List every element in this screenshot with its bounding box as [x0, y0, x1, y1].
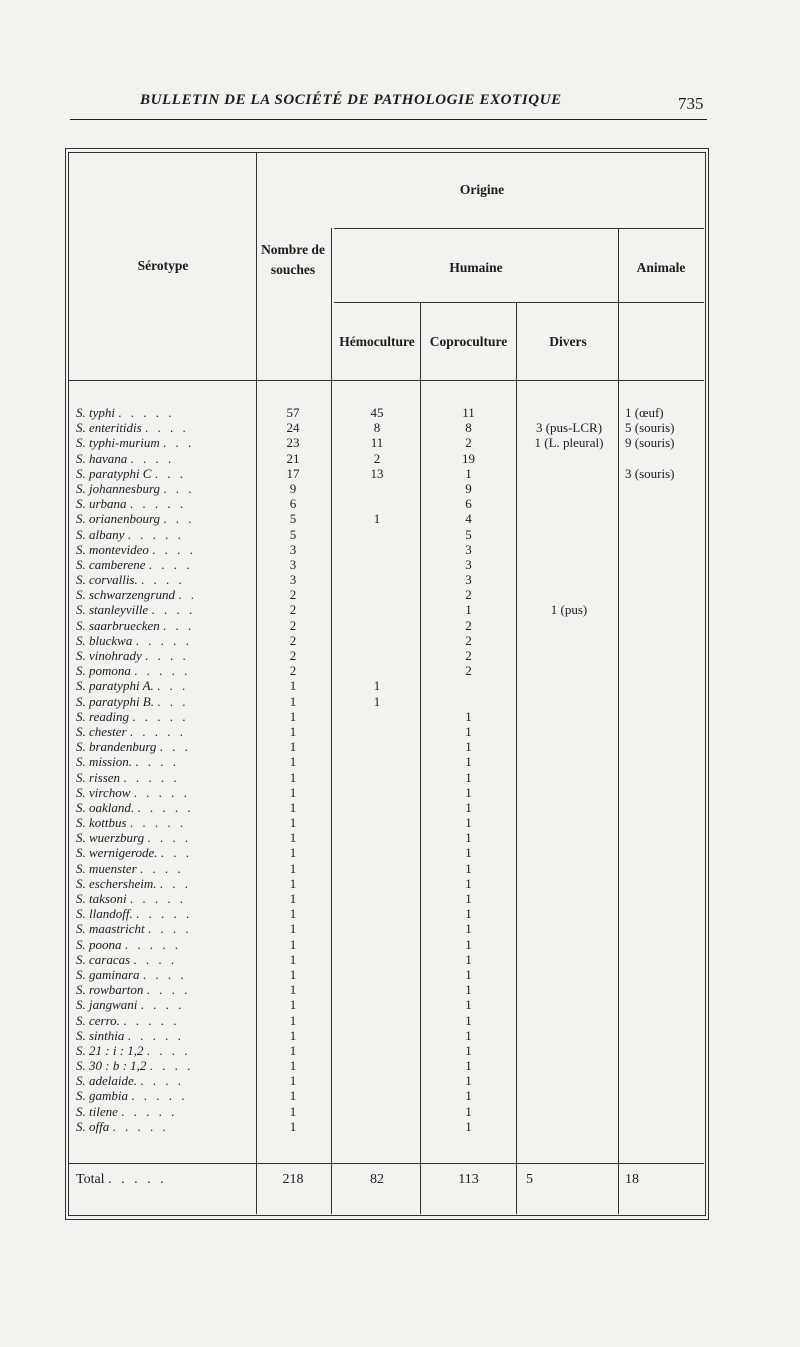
- serotype-cell: S. sinthia . . . . .: [76, 1027, 184, 1043]
- table-row: [72, 572, 704, 587]
- header-origine: Origine: [459, 182, 505, 197]
- total-animale: 18: [625, 1172, 639, 1187]
- serotype-cell: S. camberene . . . .: [76, 556, 193, 572]
- table-row: [72, 906, 704, 921]
- coproculture-cell: 6: [465, 496, 472, 512]
- coproculture-cell: 1: [465, 860, 472, 876]
- table-body: [72, 405, 704, 1134]
- coproculture-cell: 1: [465, 784, 472, 800]
- table-row: [72, 770, 704, 785]
- serotype-cell: S. taksoni . . . . .: [76, 891, 187, 906]
- serotype-cell: S. albany . . . . .: [76, 526, 184, 542]
- nombre-cell: 2: [289, 632, 297, 648]
- nombre-cell: 2: [289, 602, 297, 618]
- coproculture-cell: 1: [465, 754, 472, 770]
- coproculture-cell: 2: [465, 435, 472, 451]
- coproculture-cell: 1: [465, 830, 472, 846]
- serotype-cell: S. virchow . . . . .: [76, 784, 190, 800]
- table-row: [72, 1073, 704, 1088]
- coproculture-cell: 19: [462, 450, 475, 466]
- header-hemoculture: Hémoculture: [339, 334, 415, 349]
- table-row: [72, 739, 704, 754]
- table-row: [72, 997, 704, 1012]
- table-row: [72, 830, 704, 845]
- serotype-cell: S. oakland. . . . . .: [76, 799, 194, 815]
- serotype-cell: S. mission. . . . .: [76, 754, 179, 770]
- nombre-cell: 1: [289, 951, 297, 967]
- serotype-cell: S. reading . . . . .: [76, 708, 189, 724]
- coproculture-cell: 8: [465, 420, 472, 436]
- table-row: [72, 542, 704, 557]
- nombre-cell: 1: [289, 1042, 297, 1058]
- serotype-cell: S. 21 : i : 1,2 . . . .: [76, 1042, 191, 1058]
- nombre-cell: 1: [289, 1103, 297, 1119]
- coproculture-cell: 1: [465, 982, 472, 998]
- table-row: [72, 678, 704, 693]
- table-row: [72, 1088, 704, 1103]
- coproculture-cell: 1: [465, 1058, 472, 1074]
- rule-under-origine: [334, 228, 704, 229]
- coproculture-cell: 2: [465, 617, 472, 633]
- coproculture-cell: 9: [465, 480, 472, 496]
- table-row: [72, 861, 704, 876]
- nombre-cell: 1: [289, 860, 297, 876]
- serotype-cell: S. tilene . . . . .: [76, 1103, 178, 1119]
- table-row: [72, 845, 704, 860]
- nombre-cell: 1: [289, 723, 297, 739]
- serotype-cell: S. vinohrady . . . .: [76, 648, 189, 663]
- nombre-cell: 1: [289, 845, 297, 861]
- serotype-cell: S. llandoff. . . . . .: [76, 906, 193, 922]
- coproculture-cell: 1: [465, 739, 472, 755]
- table-row: [72, 587, 704, 602]
- nombre-cell: 1: [289, 708, 297, 724]
- rule-above-total: [68, 1163, 704, 1164]
- header-divers: Divers: [549, 334, 587, 349]
- nombre-cell: 3: [289, 572, 297, 588]
- nombre-cell: 5: [289, 526, 297, 542]
- coproculture-cell: 3: [465, 541, 472, 557]
- coproculture-cell: 2: [465, 587, 472, 603]
- coproculture-cell: 1: [465, 936, 472, 952]
- coproculture-cell: 1: [465, 708, 472, 724]
- hemoculture-cell: 13: [370, 465, 384, 481]
- table-row: [72, 648, 704, 663]
- serotype-cell: S. havana . . . .: [76, 450, 175, 466]
- hemoculture-cell: 1: [373, 678, 381, 694]
- coproculture-cell: 1: [465, 966, 472, 982]
- table-row: [72, 709, 704, 724]
- nombre-cell: 23: [286, 435, 300, 451]
- coproculture-cell: 11: [462, 405, 475, 420]
- coproculture-cell: 1: [465, 891, 472, 906]
- table-row: [72, 815, 704, 830]
- coproculture-cell: 1: [465, 951, 472, 967]
- coproculture-cell: 5: [465, 526, 472, 542]
- animale-cell: 5 (souris): [625, 420, 675, 436]
- serotype-cell: S. pomona . . . . .: [76, 663, 191, 679]
- nombre-cell: 6: [289, 496, 297, 512]
- serotype-cell: S. brandenburg . . .: [76, 739, 191, 755]
- serotype-cell: S. chester . . . . .: [76, 723, 187, 739]
- serotype-cell: S. 30 : b : 1,2 . . . .: [76, 1058, 194, 1074]
- nombre-cell: 1: [289, 1118, 297, 1134]
- serotype-cell: S. typhi . . . . .: [76, 405, 175, 420]
- table-row: [72, 1043, 704, 1058]
- serotype-cell: S. johannesburg . . .: [76, 480, 195, 496]
- table-row: [72, 1013, 704, 1028]
- coproculture-cell: 2: [465, 648, 472, 663]
- coproculture-cell: 4: [465, 511, 472, 527]
- table-row: [72, 967, 704, 982]
- divers-cell: 3 (pus-LCR): [535, 420, 603, 436]
- animale-cell: 1 (œuf): [625, 405, 664, 420]
- table-row: [72, 1104, 704, 1119]
- serotype-cell: S. urbana . . . . .: [76, 496, 187, 512]
- serotype-cell: S. wernigerode. . . .: [76, 845, 192, 861]
- nombre-cell: 1: [289, 815, 297, 831]
- coproculture-cell: 2: [465, 632, 472, 648]
- total-nombre: 218: [282, 1172, 304, 1187]
- total-label: Total . . . . .: [76, 1172, 167, 1187]
- serotype-cell: S. schwarzengrund . .: [76, 587, 197, 603]
- nombre-cell: 2: [289, 617, 297, 633]
- nombre-cell: 1: [289, 784, 297, 800]
- coproculture-cell: 3: [465, 572, 472, 588]
- table-row: [72, 602, 704, 617]
- hemoculture-cell: 1: [373, 693, 381, 709]
- total-coproculture: 113: [458, 1172, 479, 1187]
- coproculture-cell: 1: [465, 723, 472, 739]
- coproculture-cell: 1: [465, 1103, 472, 1119]
- serotype-cell: S. paratyphi A. . . .: [76, 678, 189, 694]
- serotype-cell: S. corvallis. . . . .: [76, 572, 185, 588]
- serotype-cell: S. rissen . . . . .: [76, 769, 180, 785]
- coproculture-cell: 1: [465, 1118, 472, 1134]
- animale-cell: 3 (souris): [625, 465, 675, 481]
- coproculture-cell: 1: [465, 997, 472, 1013]
- nombre-cell: 21: [286, 450, 300, 466]
- nombre-cell: 1: [289, 875, 297, 891]
- nombre-cell: 1: [289, 678, 297, 694]
- serotype-cell: S. saarbruecken . . .: [76, 617, 195, 633]
- nombre-cell: 2: [289, 648, 297, 663]
- serotype-cell: S. orianenbourg . . .: [76, 511, 195, 527]
- coproculture-cell: 2: [465, 663, 472, 679]
- rule-under-header: [68, 380, 704, 381]
- table-row: [72, 937, 704, 952]
- serotype-cell: S. kottbus . . . . .: [76, 815, 187, 831]
- nombre-cell: 1: [289, 769, 297, 785]
- rule-under-humaine: [334, 302, 704, 303]
- nombre-cell: 1: [289, 754, 297, 770]
- serotype-cell: S. caracas . . . .: [76, 951, 178, 967]
- nombre-cell: 1: [289, 1073, 297, 1089]
- table-row: [72, 1058, 704, 1073]
- nombre-cell: 3: [289, 556, 297, 572]
- nombre-cell: 1: [289, 906, 297, 922]
- table-row: [72, 527, 704, 542]
- hemoculture-cell: 2: [373, 450, 381, 466]
- serotype-cell: S. muenster . . . .: [76, 860, 184, 876]
- nombre-cell: 24: [286, 420, 300, 436]
- coproculture-cell: 3: [465, 556, 472, 572]
- table-row: [72, 1119, 704, 1134]
- header-humaine: Humaine: [449, 260, 503, 275]
- serotype-cell: S. cerro. . . . . .: [76, 1012, 180, 1028]
- coproculture-cell: 1: [465, 1088, 472, 1104]
- table-row: [72, 754, 704, 769]
- table-row: [72, 724, 704, 739]
- table-row: [72, 891, 704, 906]
- nombre-cell: 1: [289, 1088, 297, 1104]
- serotype-cell: S. paratyphi C . . .: [76, 465, 186, 481]
- table-row: [72, 466, 704, 481]
- table-row: [72, 800, 704, 815]
- table-row: [72, 435, 704, 450]
- table-row: [72, 511, 704, 526]
- serotype-cell: S. rowbarton . . . .: [76, 982, 191, 998]
- total-row: [72, 1170, 704, 1190]
- header-animale: Animale: [636, 260, 686, 275]
- page-number: 735: [678, 94, 704, 113]
- total-divers: 5: [526, 1172, 533, 1187]
- nombre-cell: 1: [289, 997, 297, 1013]
- nombre-cell: 1: [289, 936, 297, 952]
- nombre-cell: 1: [289, 966, 297, 982]
- table-row: [72, 633, 704, 648]
- coproculture-cell: 1: [465, 1027, 472, 1043]
- nombre-cell: 1: [289, 921, 297, 937]
- nombre-cell: 1: [289, 739, 297, 755]
- table-row: [72, 420, 704, 435]
- nombre-cell: 17: [286, 465, 300, 481]
- table-row: [72, 982, 704, 997]
- divers-cell: 1 (pus): [550, 602, 588, 618]
- hemoculture-cell: 45: [370, 405, 384, 420]
- nombre-cell: 1: [289, 693, 297, 709]
- nombre-cell: 1: [289, 1012, 297, 1028]
- serotype-cell: S. maastricht . . . .: [76, 921, 192, 937]
- hemoculture-cell: 8: [373, 420, 381, 436]
- nombre-cell: 1: [289, 799, 297, 815]
- nombre-cell: 2: [289, 587, 297, 603]
- animale-cell: 9 (souris): [625, 435, 675, 451]
- nombre-cell: 1: [289, 1058, 297, 1074]
- hemoculture-cell: 1: [373, 511, 381, 527]
- serotype-cell: S. enteritidis . . . .: [76, 420, 189, 436]
- coproculture-cell: 1: [465, 875, 472, 891]
- table-row: [72, 785, 704, 800]
- serotype-cell: S. wuerzburg . . . .: [76, 830, 192, 846]
- coproculture-cell: 1: [465, 1042, 472, 1058]
- table-row: [72, 952, 704, 967]
- table-row: [72, 1028, 704, 1043]
- coproculture-cell: 1: [465, 465, 472, 481]
- serotype-cell: S. gaminara . . . .: [76, 966, 187, 982]
- hemoculture-cell: 11: [370, 435, 384, 451]
- header-coproculture: Coproculture: [429, 334, 508, 349]
- table-row: [72, 496, 704, 511]
- coproculture-cell: 1: [465, 1073, 472, 1089]
- divers-cell: 1 (L. pleural): [534, 435, 604, 451]
- table-row: [72, 557, 704, 572]
- table-row: [72, 481, 704, 496]
- coproculture-cell: 1: [465, 769, 472, 785]
- serotype-cell: S. gambia . . . . .: [76, 1088, 188, 1104]
- coproculture-cell: 1: [465, 906, 472, 922]
- table-row: [72, 694, 704, 709]
- nombre-cell: 5: [289, 511, 297, 527]
- running-title: BULLETIN DE LA SOCIÉTÉ DE PATHOLOGIE EXOTIQUE: [140, 92, 562, 108]
- serotype-cell: S. poona . . . . .: [76, 936, 181, 952]
- serotype-cell: S. bluckwa . . . . .: [76, 632, 192, 648]
- nombre-cell: 1: [289, 830, 297, 846]
- table-row: [72, 405, 704, 420]
- table-row: [72, 451, 704, 466]
- coproculture-cell: 1: [465, 602, 472, 618]
- table-row: [72, 663, 704, 678]
- nombre-cell: 57: [286, 405, 300, 420]
- serotype-cell: S. typhi-murium . . .: [76, 435, 195, 451]
- serotype-cell: S. stanleyville . . . .: [76, 602, 196, 618]
- table-row: [72, 618, 704, 633]
- serotype-cell: S. jangwani . . . .: [76, 997, 185, 1013]
- nombre-cell: 1: [289, 982, 297, 998]
- header-nombre: Nombre de souches: [261, 242, 325, 277]
- coproculture-cell: 1: [465, 845, 472, 861]
- nombre-cell: 3: [289, 541, 297, 557]
- header-serotype: Sérotype: [137, 258, 189, 273]
- coproculture-cell: 1: [465, 799, 472, 815]
- nombre-cell: 1: [289, 1027, 297, 1043]
- serotype-cell: S. paratyphi B. . . .: [76, 693, 189, 709]
- serotype-cell: S. adelaide. . . . .: [76, 1073, 185, 1089]
- coproculture-cell: 1: [465, 1012, 472, 1028]
- total-hemoculture: 82: [370, 1172, 384, 1187]
- table-row: [72, 876, 704, 891]
- serotype-cell: S. offa . . . . .: [76, 1118, 169, 1134]
- serotype-cell: S. montevideo . . . .: [76, 541, 196, 557]
- nombre-cell: 2: [289, 663, 297, 679]
- serotype-cell: S. eschersheim. . . .: [76, 875, 192, 891]
- table-row: [72, 921, 704, 936]
- coproculture-cell: 1: [465, 815, 472, 831]
- nombre-cell: 1: [289, 891, 297, 906]
- coproculture-cell: 1: [465, 921, 472, 937]
- header-rule: [70, 119, 707, 120]
- nombre-cell: 9: [289, 480, 297, 496]
